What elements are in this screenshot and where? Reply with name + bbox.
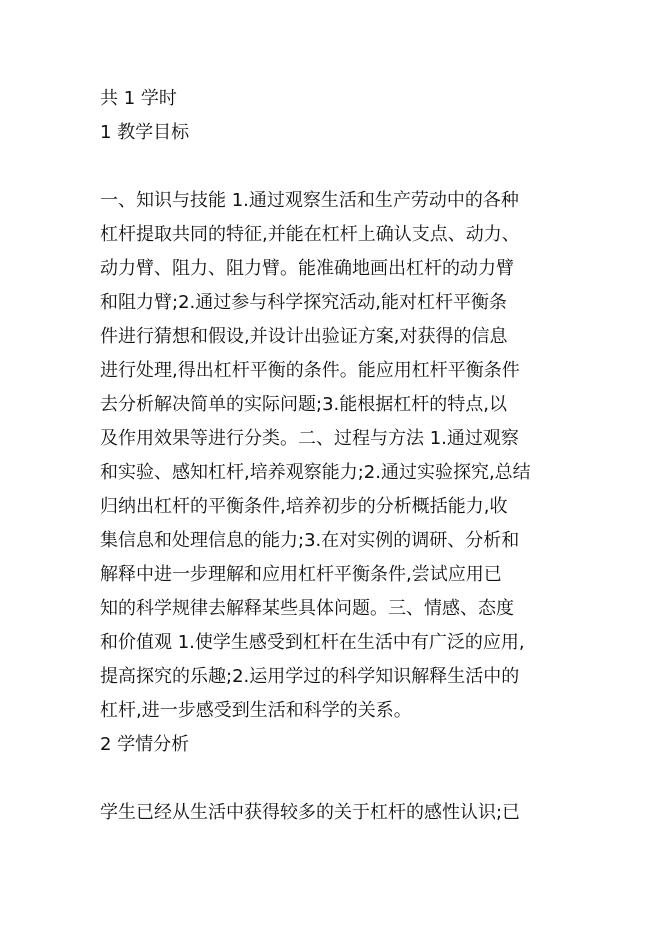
paragraph-line: 解释中进一步理解和应用杠杆平衡条件,尝试应用已 [100,564,502,585]
paragraph-line: 件进行猜想和假设,并设计出验证方案,对获得的信息 [100,326,508,347]
paragraph-line: 归纳出杠杆的平衡条件,培养初步的分析概括能力,收 [100,496,508,517]
class-hours-label: 共 1 学时 [100,88,177,109]
paragraph-line: 和阻力臂;2.通过参与科学探究活动,能对杠杆平衡条 [100,292,507,313]
paragraph-line: 进行处理,得出杠杆平衡的条件。能应用杠杆平衡条件 [100,360,520,381]
paragraph-line: 杠杆提取共同的特征,并能在杠杆上确认支点、动力、 [100,224,520,245]
paragraph-line: 一、知识与技能 1.通过观察生活和生产劳动中的各种 [100,190,519,211]
section-heading-teaching-goals: 1 教学目标 [100,122,190,143]
paragraph-line: 学生已经从生活中获得较多的关于杠杆的感性认识;已 [100,802,521,823]
paragraph-line: 集信息和处理信息的能力;3.在对实例的调研、分析和 [100,530,520,551]
paragraph-line: 去分析解决简单的实际问题;3.能根据杠杆的特点,以 [100,394,507,415]
paragraph-line: 提高探究的乐趣;2.运用学过的科学知识解释生活中的 [100,666,520,687]
section-heading-learner-analysis: 2 学情分析 [100,734,190,755]
paragraph-line: 知的科学规律去解释某些具体问题。三、情感、态度 [100,598,514,619]
paragraph-line: 动力臂、阻力、阻力臂。能准确地画出杠杆的动力臂 [100,258,514,279]
paragraph-line: 和价值观 1.使学生感受到杠杆在生活中有广泛的应用, [100,632,525,653]
paragraph-line: 和实验、感知杠杆,培养观察能力;2.通过实验探究,总结 [100,462,531,483]
paragraph-line: 及作用效果等进行分类。二、过程与方法 1.通过观察 [100,428,519,449]
paragraph-line: 杠杆,进一步感受到生活和科学的关系。 [100,700,412,721]
